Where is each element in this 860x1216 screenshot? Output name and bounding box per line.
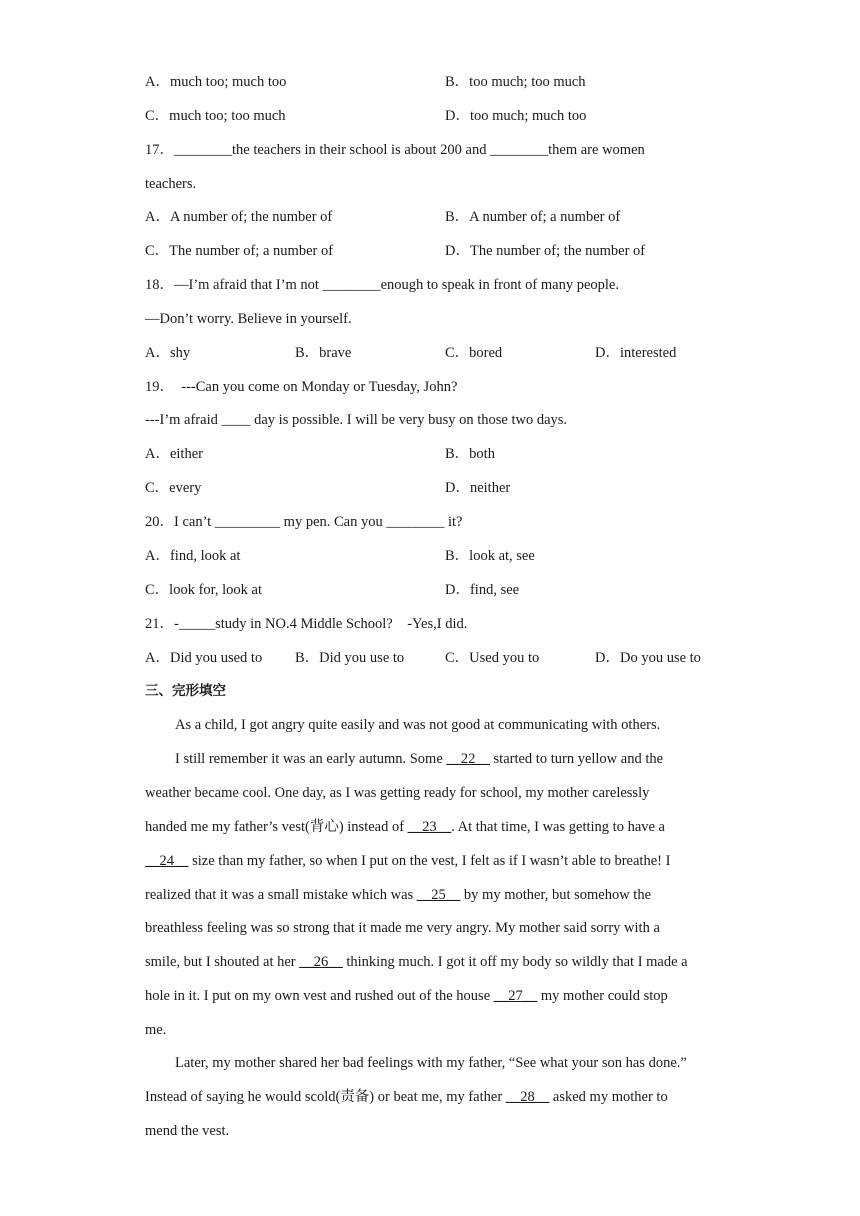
q18-stem-line1: [145, 275, 619, 295]
q19-option-d: D．neither: [445, 480, 511, 496]
q18-option-d: D．interested: [595, 345, 677, 361]
blank-23: __23__: [407, 819, 452, 835]
q18-option-c: C．bored: [445, 345, 503, 361]
passage-line-8: [145, 952, 688, 972]
blank-26: __26__: [299, 954, 343, 970]
blank-28: __28__: [505, 1089, 550, 1105]
passage-text: I still remember it was an early autumn. Some: [175, 751, 447, 767]
q19-stem-line2: ---I’m afraid ____ day is possible. I will be very busy on those two days.: [145, 412, 568, 428]
q20-option-c: C．look for, look at: [145, 582, 263, 598]
passage-line-2: [175, 749, 663, 769]
q16-option-b: B．too much; too much: [445, 74, 586, 90]
q17-stem-line1: [145, 140, 645, 160]
passage-text: asked my mother to: [549, 1089, 668, 1105]
blank-22: __22__: [446, 751, 490, 767]
q21-option-b: B．Did you use to: [295, 650, 405, 666]
q17-option-b: B．A number of; a number of: [445, 209, 621, 225]
q18-text-pre: 18．—I’m afraid that I’m not: [145, 277, 323, 293]
blank-25: __25__: [416, 887, 461, 903]
q19-option-c: C．every: [145, 480, 202, 496]
q17-number: 17．: [145, 142, 174, 158]
q17-text-1: the teachers in their school is about 200 and: [232, 142, 491, 158]
q19-stem-line1: 19． ---Can you come on Monday or Tuesday, John?: [145, 379, 458, 395]
q17-stem-line2: teachers.: [145, 176, 197, 192]
q21-option-d: D．Do you use to: [595, 650, 701, 666]
passage-line-9: [145, 986, 668, 1006]
passage-line-4: [145, 817, 665, 837]
q21-stem-line1: 21．-_____study in NO.4 Middle School? -Yes,I did.: [145, 616, 468, 632]
passage-text: started to turn yellow and the: [489, 751, 664, 767]
passage-text: Instead of saying he would scold(责备) or beat me, my father: [145, 1089, 506, 1105]
passage-text: hole in it. I put on my own vest and rushed out of the house: [145, 988, 494, 1004]
q17-blank-1: ________: [174, 142, 232, 158]
passage-line-6: [145, 885, 651, 905]
passage-text: by my mother, but somehow the: [460, 887, 652, 903]
passage-line-11: Later, my mother shared her bad feelings with my father, “See what your son has done.”: [175, 1055, 687, 1071]
section-3-heading: 三、完形填空: [145, 683, 226, 699]
q20-option-b: B．look at, see: [445, 548, 535, 564]
q16-option-c: C．much too; too much: [145, 108, 286, 124]
passage-paragraph-1: As a child, I got angry quite easily and was not good at communicating with others.: [175, 717, 661, 733]
q16-option-d: D．too much; much too: [445, 108, 587, 124]
q18-option-b: B．brave: [295, 345, 352, 361]
q18-stem-line2: —Don’t worry. Believe in yourself.: [145, 311, 352, 327]
q17-blank-2: ________: [490, 142, 549, 158]
passage-text: handed me my father’s vest(背心) instead of: [145, 819, 408, 835]
q20-stem-line1: 20．I can’t _________ my pen. Can you ________ it?: [145, 514, 463, 530]
q21-option-a: A．Did you used to: [145, 650, 263, 666]
q18-option-a: A．shy: [145, 345, 191, 361]
passage-line-12: [145, 1087, 668, 1107]
passage-text: thinking much. I got it off my body so wildly that I made a: [342, 954, 688, 970]
passage-line-13: mend the vest.: [145, 1123, 230, 1139]
passage-text: smile, but I shouted at her: [145, 954, 300, 970]
q18-blank: ________: [322, 277, 381, 293]
q17-text-2: them are women: [548, 142, 645, 158]
passage-line-5: [145, 851, 670, 871]
passage-line-3: weather became cool. One day, as I was getting ready for school, my mother carelessly: [145, 785, 650, 801]
q20-option-d: D．find, see: [445, 582, 520, 598]
q17-option-d: D．The number of; the number of: [445, 243, 646, 259]
passage-line-10: me.: [145, 1022, 167, 1038]
q18-text-post: enough to speak in front of many people.: [380, 277, 619, 293]
q17-option-c: C．The number of; a number of: [145, 243, 334, 259]
q19-option-b: B．both: [445, 446, 495, 462]
q17-option-a: A．A number of; the number of: [145, 209, 333, 225]
passage-line-7: breathless feeling was so strong that it made me very angry. My mother said sorry with a: [145, 920, 660, 936]
q19-option-a: A．either: [145, 446, 203, 462]
blank-24: __24__: [145, 853, 189, 869]
q21-option-c: C．Used you to: [445, 650, 540, 666]
passage-text: . At that time, I was getting to have a: [451, 819, 665, 835]
q20-option-a: A．find, look at: [145, 548, 241, 564]
passage-text: size than my father, so when I put on the vest, I felt as if I wasn’t able to breathe! I: [188, 853, 671, 869]
blank-27: __27__: [493, 988, 538, 1004]
q16-option-a: A．much too; much too: [145, 74, 287, 90]
passage-text: realized that it was a small mistake which was: [145, 887, 417, 903]
passage-text: my mother could stop: [537, 988, 668, 1004]
